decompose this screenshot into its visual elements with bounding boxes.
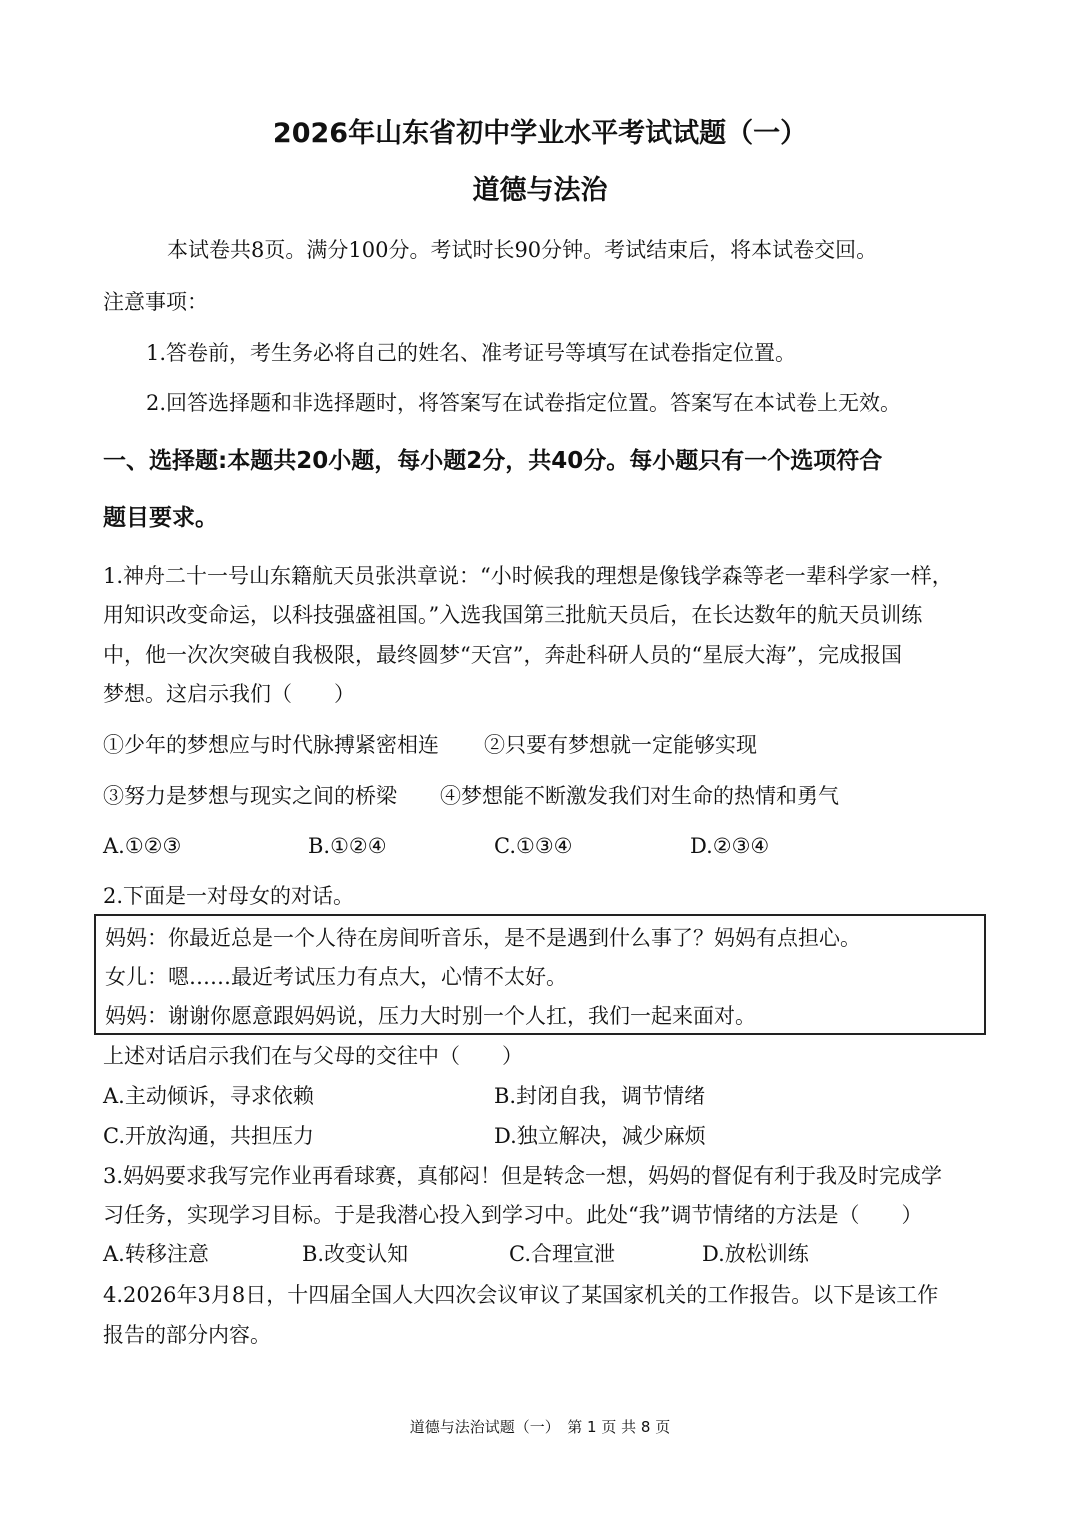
q1-stem-line: 中，他一次次突破自我极限，最终圆梦“天宫”，奔赴科研人员的“星辰大海”，完成报国 (103, 643, 902, 667)
dialog-line: 妈妈：谢谢你愿意跟妈妈说，压力大时别一个人扛，我们一起来面对。 (105, 1004, 756, 1028)
section-heading-cont: 题目要求。 (103, 505, 218, 531)
q3-option-a[interactable]: A.转移注意 (103, 1242, 209, 1266)
q3-stem-line: 习任务，实现学习目标。于是我潜心投入到学习中。此处“我”调节情绪的方法是（ ） (103, 1203, 923, 1227)
q1-option-c[interactable]: C.①③④ (494, 834, 573, 858)
q2-option-b[interactable]: B.封闭自我，调节情绪 (494, 1084, 706, 1108)
q1-statement-4: ④梦想能不断激发我们对生命的热情和勇气 (440, 784, 839, 808)
q2-option-a[interactable]: A.主动倾诉，寻求依赖 (103, 1084, 314, 1108)
exam-intro: 本试卷共8页。满分100分。考试时长90分钟。考试结束后，将本试卷交回。 (167, 238, 878, 262)
q4-stem-line: 4.2026年3月8日，十四届全国人大四次会议审议了某国家机关的工作报告。以下是该工作 (103, 1283, 939, 1307)
section-heading: 一、选择题:本题共20小题，每小题2分，共40分。每小题只有一个选项符合 (103, 448, 883, 474)
q1-option-a[interactable]: A.①②③ (103, 834, 182, 858)
dialog-line: 女儿：嗯……最近考试压力有点大，心情不太好。 (105, 965, 567, 989)
subject-title: 道德与法治 (472, 175, 608, 206)
q1-statement-2: ②只要有梦想就一定能够实现 (484, 733, 757, 757)
q1-option-d[interactable]: D.②③④ (690, 834, 770, 858)
q2-option-d[interactable]: D.独立解决，减少麻烦 (494, 1124, 706, 1148)
notes-heading: 注意事项： (103, 290, 208, 314)
q4-stem-line: 报告的部分内容。 (103, 1323, 271, 1347)
q3-stem-line: 3.妈妈要求我写完作业再看球赛，真郁闷！但是转念一想，妈妈的督促有利于我及时完成学 (103, 1164, 943, 1188)
dialog-box (94, 914, 986, 1035)
q1-stem-line: 用知识改变命运，以科技强盛祖国。”入选我国第三批航天员后，在长达数年的航天员训练 (103, 603, 923, 627)
q1-statement-1: ①少年的梦想应与时代脉搏紧密相连 (103, 733, 439, 757)
q2-option-c[interactable]: C.开放沟通，共担压力 (103, 1124, 314, 1148)
q2-stem: 2.下面是一对母女的对话。 (103, 884, 355, 908)
q1-option-b[interactable]: B.①②④ (308, 834, 387, 858)
note-item: 2.回答选择题和非选择题时，将答案写在试卷指定位置。答案写在本试卷上无效。 (146, 391, 902, 415)
q3-option-d[interactable]: D.放松训练 (702, 1242, 809, 1266)
q3-option-c[interactable]: C.合理宣泄 (509, 1242, 615, 1266)
exam-title: 2026年山东省初中学业水平考试试题（一） (272, 118, 808, 149)
page-footer: 道德与法治试题（一） 第 1 页 共 8 页 (409, 1418, 671, 1436)
note-item: 1.答卷前，考生务必将自己的姓名、准考证号等填写在试卷指定位置。 (146, 341, 797, 365)
q1-stem-line: 梦想。这启示我们（ ） (103, 682, 355, 706)
q1-statement-3: ③努力是梦想与现实之间的桥梁 (103, 784, 397, 808)
q3-option-b[interactable]: B.改变认知 (302, 1242, 409, 1266)
q2-question: 上述对话启示我们在与父母的交往中（ ） (103, 1044, 523, 1068)
q1-stem-line: 1.神舟二十一号山东籍航天员张洪章说：“小时候我的理想是像钱学森等老一辈科学家一样， (103, 564, 953, 588)
dialog-line: 妈妈：你最近总是一个人待在房间听音乐，是不是遇到什么事了？妈妈有点担心。 (105, 926, 861, 950)
